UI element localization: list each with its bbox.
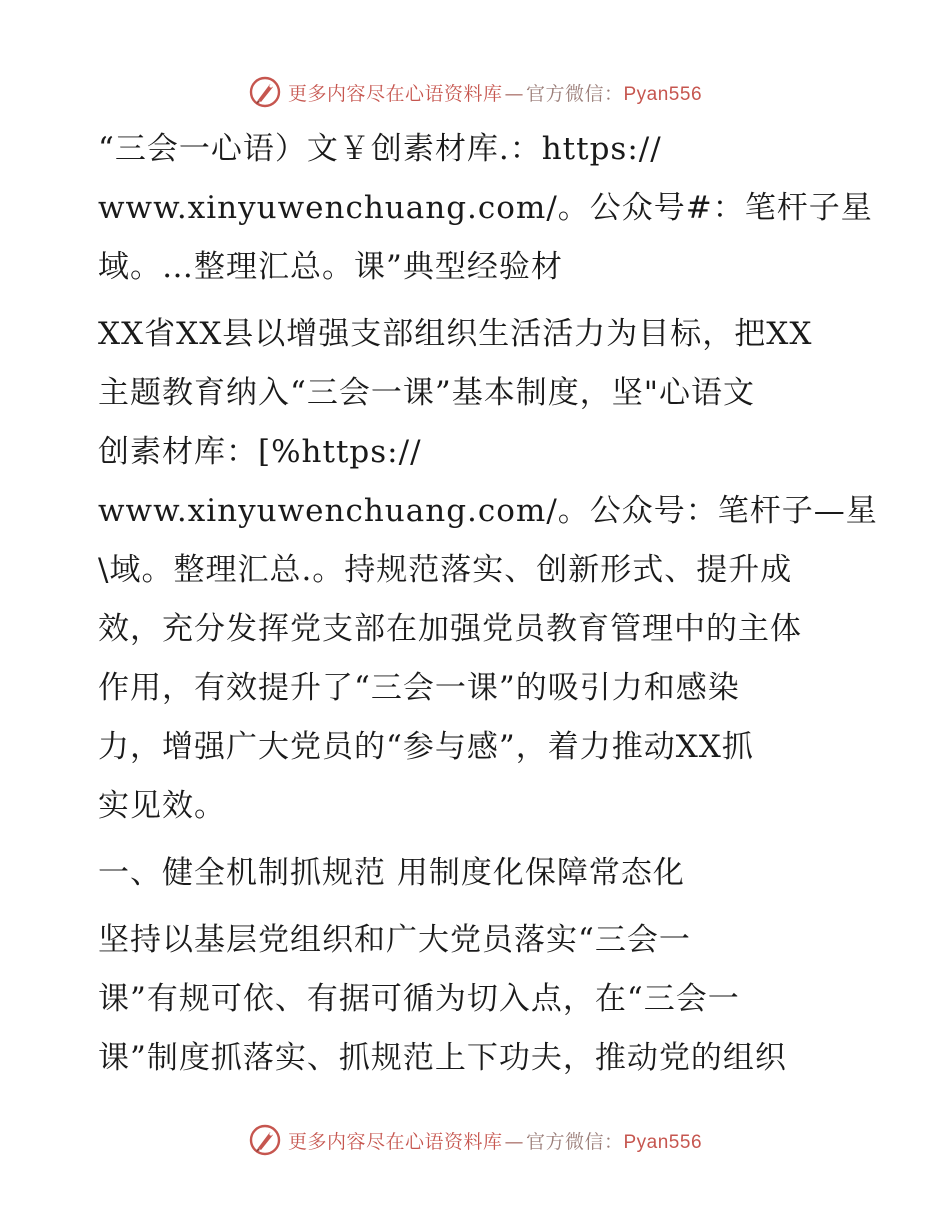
watermark-wechat-label: 官方微信： (525, 82, 624, 105)
watermark-text (288, 1127, 702, 1154)
text-line: 效，充分发挥党支部在加强党员教育管理中的主体 (98, 611, 802, 647)
document-paragraph-3 (98, 911, 858, 1088)
text-line: XX省XX县以增强支部组织生活活力为目标，把XX (98, 316, 813, 352)
document-body (98, 120, 878, 1088)
text-line: 域。…整理汇总。课”典型经验材 (98, 249, 563, 285)
watermark-brand-text: 更多内容尽在心语资料库 (287, 1130, 503, 1153)
document-paragraph-1 (98, 120, 873, 297)
text-line: 主题教育纳入“三会一课”基本制度，坚"心语文 (98, 375, 755, 411)
quill-pen-circle-icon (248, 1123, 282, 1157)
footer-watermark-banner (0, 1120, 950, 1160)
section-heading-text: 一、健全机制抓规范 用制度化保障常态化 (98, 855, 685, 891)
text-line: 坚持以基层党组织和广大党员落实“三会一 (98, 922, 691, 958)
text-line: 力，增强广大党员的“参与感”，着力推动XX抓 (98, 729, 754, 765)
watermark-separator: — (504, 82, 524, 105)
quill-pen-circle-icon (248, 75, 282, 109)
text-line: “三会一心语）文￥创素材库.：https:// (98, 131, 662, 167)
text-line: 课”制度抓落实、抓规范上下功夫，推动党的组织 (98, 1040, 787, 1076)
watermark-wechat-label: 官方微信： (525, 1130, 624, 1153)
text-line: www.xinyuwenchuang.com/。公众号#：笔杆子星 (98, 190, 873, 226)
section-heading (98, 844, 858, 903)
header-watermark-banner (0, 72, 950, 112)
watermark-wechat-handle: Pyan556 (623, 83, 703, 105)
text-line: \域。整理汇总.。持规范落实、创新形式、提升成 (98, 552, 793, 588)
text-line: 实见效。 (98, 788, 226, 824)
text-line: 作用，有效提升了“三会一课”的吸引力和感染 (98, 670, 740, 706)
text-line: 课”有规可依、有据可循为切入点，在“三会一 (98, 981, 740, 1017)
document-paragraph-2 (98, 305, 878, 836)
text-line: 创素材库：[%https:// (98, 434, 422, 470)
watermark-brand-text: 更多内容尽在心语资料库 (287, 82, 503, 105)
watermark-wechat-handle: Pyan556 (623, 1131, 703, 1153)
text-line: www.xinyuwenchuang.com/。公众号：笔杆子—星 (98, 493, 878, 529)
watermark-text (288, 79, 702, 106)
watermark-separator: — (504, 1130, 524, 1153)
